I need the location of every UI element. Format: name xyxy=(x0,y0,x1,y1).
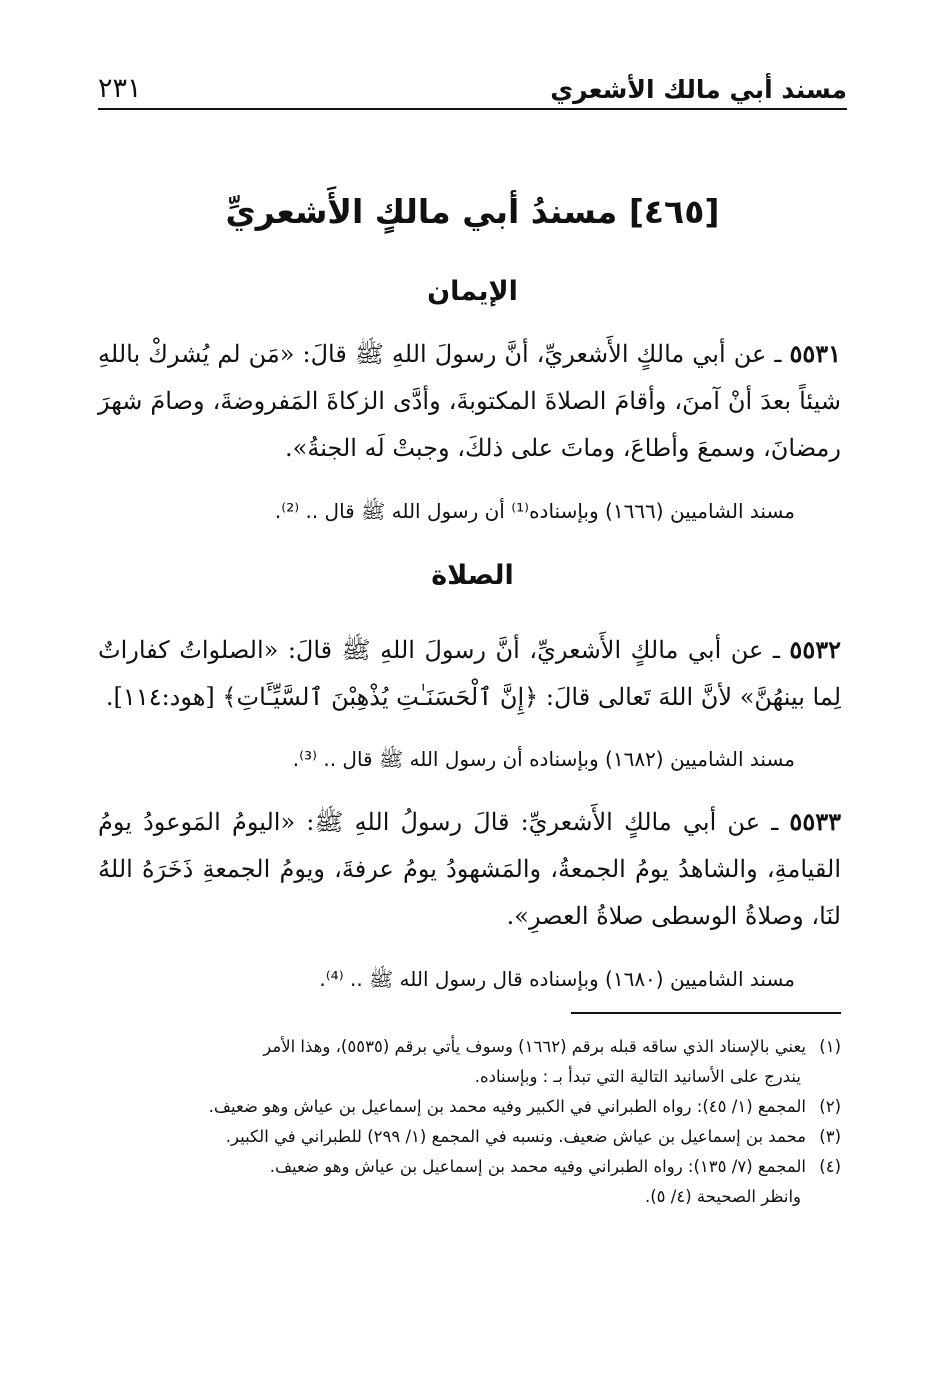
hadith-5533 xyxy=(98,798,841,940)
hadith-text: ـ عن أبي مالكٍ الأَشعريِّ، أنَّ رسولَ اللهِ ﷺ قالَ: «مَن لم يُشركْ باللهِ شيئاً بعدَ أنْ آمنَ، وأقامَ الصلاةَ المكتوبةَ، وأدَّى الزكاةَ المَفروضةَ، وصامَ شهرَ رمضانَ، وسمعَ وأطاعَ، وماتَ على ذلكَ، وجبتْ لَه الجنةُ». xyxy=(98,340,841,462)
footnotes xyxy=(98,1032,841,1212)
footnote-number: (٤) xyxy=(819,1157,841,1176)
footnote-item xyxy=(98,1092,841,1122)
heading-iman: الإيمان xyxy=(427,276,518,307)
header-title: مسند أبي مالك الأشعري xyxy=(550,75,847,104)
footnote-number: (٢) xyxy=(819,1097,841,1116)
running-header xyxy=(98,64,847,110)
footnote-text: محمد بن إسماعيل بن عياش ضعيف. ونسبه في المجمع (١/ ٢٩٩) للطبراني في الكبير. xyxy=(225,1127,806,1146)
footnote-item xyxy=(98,1122,841,1152)
footnote-continuation: وانظر الصحيحة (٤/ ٥). xyxy=(644,1187,801,1206)
footnote-text: المجمع (١/ ٤٥): رواه الطبراني في الكبير وفيه محمد بن إسماعيل بن عياش وهو ضعيف. xyxy=(208,1097,806,1116)
hadith-number: ٥٥٣١ xyxy=(789,339,841,368)
hadith-source: مسند الشاميين (١٦٦٦) وبإسناده⁽¹⁾ أن رسول الله ﷺ قال .. ⁽²⁾. xyxy=(274,499,795,523)
hadith-text: ـ عن أبي مالكٍ الأَشعريِّ، أنَّ رسولَ اللهِ ﷺ قالَ: «الصلواتُ كفاراتٌ لِما بينهُنَّ» لأنَّ اللهَ تَعالى قالَ: ﴿إِنَّ ٱلْحَسَنَـٰتِ يُذْهِبْنَ ٱلسَّيِّـَٔاتِ﴾ [هود:١١٤]. xyxy=(98,636,841,711)
footnote-text: يعني بالإسناد الذي ساقه قبله برقم (١٦٦٢) وسوف يأتي برقم (٥٥٣٥)، وهذا الأمر xyxy=(263,1037,806,1056)
hadith-5531 xyxy=(98,330,841,472)
footnote-item xyxy=(98,1152,841,1212)
page-number: ٢٣١ xyxy=(98,73,142,104)
hadith-number: ٥٥٣٣ xyxy=(789,807,841,836)
footnote-text: المجمع (٧/ ١٣٥): رواه الطبراني وفيه محمد بن إسماعيل بن عياش وهو ضعيف. xyxy=(269,1157,806,1176)
footnote-number: (١) xyxy=(819,1037,841,1056)
hadith-5532 xyxy=(98,626,841,721)
hadith-source: مسند الشاميين (١٦٨٠) وبإسناده قال رسول الله ﷺ .. ⁽⁴⁾. xyxy=(319,967,795,991)
footnote-continuation: يندرج على الأسانيد التالية التي تبدأ بـ : وبإسناده. xyxy=(474,1067,801,1086)
hadith-number: ٥٥٣٢ xyxy=(789,635,841,664)
footnote-divider xyxy=(571,1012,841,1014)
footnote-number: (٣) xyxy=(819,1127,841,1146)
hadith-text: ـ عن أبي مالكٍ الأَشعريِّ: قالَ رسولُ اللهِ ﷺ: «اليومُ المَوعودُ يومُ القيامةِ، والشاهدُ يومُ الجمعةُ، والمَشهودُ يومُ عرفةَ، ويومُ الجمعةِ ذَخَرَهُ اللهُ لنَا، وصلاةُ الوسطى صلاةُ العصرِ». xyxy=(98,808,841,930)
hadith-source: مسند الشاميين (١٦٨٢) وبإسناده أن رسول الله ﷺ قال .. ⁽³⁾. xyxy=(292,747,795,771)
footnote-item xyxy=(98,1032,841,1092)
section-title: [٤٦٥] مسندُ أبي مالكٍ الأَشعريِّ xyxy=(225,192,720,231)
heading-salah: الصلاة xyxy=(431,560,514,591)
